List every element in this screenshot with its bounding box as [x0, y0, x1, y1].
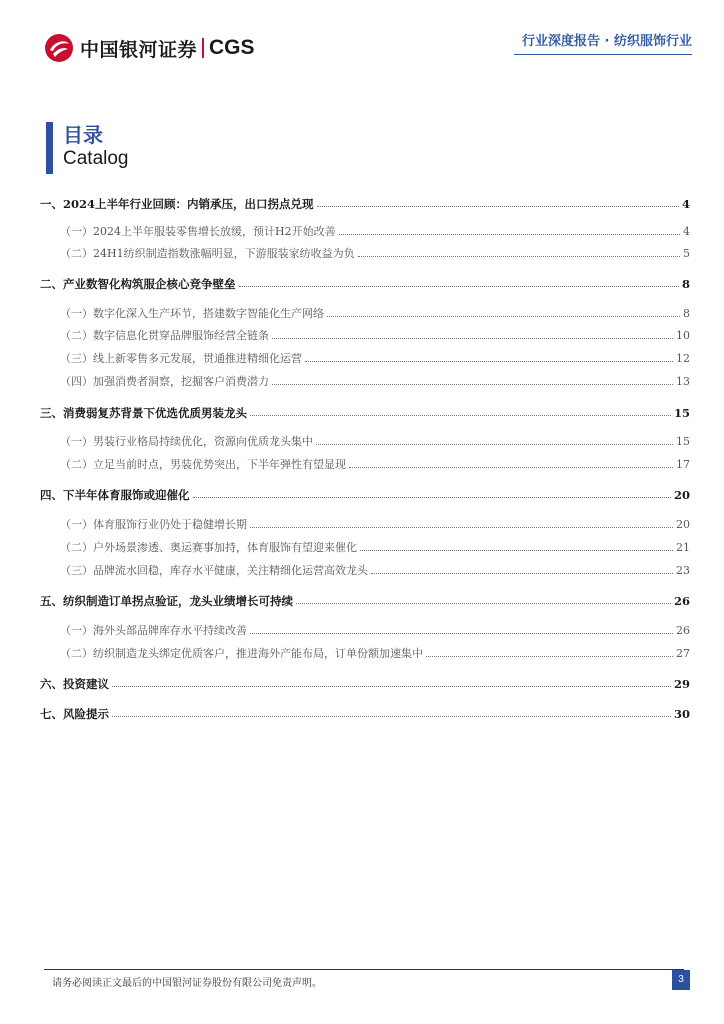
- title-accent-bar: [46, 122, 53, 174]
- toc-entry-page: 15: [673, 406, 690, 420]
- toc-entry[interactable]: [40, 221, 690, 239]
- toc-entry-page: 20: [673, 488, 690, 502]
- toc-entry-page: 12: [676, 352, 690, 365]
- logo-text-en: CGS: [209, 36, 255, 59]
- toc-entry-number: （一）: [60, 624, 93, 637]
- toc-entry-title: 加强消费者洞察，挖掘客户消费潜力: [93, 375, 269, 388]
- toc-entry-page: 17: [676, 458, 690, 471]
- page-number: 3: [672, 970, 690, 990]
- toc-leader-dots: [358, 255, 680, 257]
- toc-entry-title: 投资建议: [63, 677, 109, 691]
- toc-leader-dots: [296, 602, 671, 604]
- toc-entry-title: 品牌流水回稳，库存水平健康，关注精细化运营高效龙头: [93, 564, 368, 577]
- toc-leader-dots: [272, 337, 673, 339]
- toc-entry-title: 下半年体育服饰或迎催化: [63, 488, 190, 502]
- toc-entry[interactable]: [40, 243, 690, 261]
- toc-leader-dots: [193, 496, 671, 498]
- footer-divider: [44, 969, 684, 970]
- toc-entry-number: 三、: [40, 406, 63, 420]
- report-type-label: 行业深度报告 · 纺织服饰行业: [522, 34, 692, 49]
- company-logo: [44, 34, 255, 62]
- toc-entry-number: 六、: [40, 677, 63, 691]
- toc-entry-number: （二）: [60, 541, 93, 554]
- toc-entry-page: 15: [676, 435, 690, 448]
- toc-entry-page: 13: [676, 375, 690, 388]
- toc-entry-page: 21: [676, 541, 690, 554]
- toc-entry[interactable]: [40, 402, 690, 420]
- toc-entry-number: 七、: [40, 707, 63, 721]
- toc-leader-dots: [317, 205, 679, 207]
- toc-entry[interactable]: [40, 454, 690, 472]
- toc-entry-number: （二）: [60, 647, 93, 660]
- toc-entry[interactable]: [40, 193, 690, 211]
- toc-entry-number: 二、: [40, 277, 63, 291]
- footer-disclaimer: 请务必阅读正文最后的中国银河证券股份有限公司免责声明。: [52, 978, 322, 989]
- toc-entry[interactable]: [40, 537, 690, 555]
- toc-entry-title: 体育服饰行业仍处于稳健增长期: [93, 518, 247, 531]
- toc-entry-page: 8: [681, 277, 690, 291]
- cgs-logo-icon: [44, 33, 74, 63]
- toc-entry-title: 户外场景渗透、奥运赛事加持，体育服饰有望迎来催化: [93, 541, 357, 554]
- toc-entry-title: 纺织制造订单拐点验证，龙头业绩增长可持续: [63, 594, 293, 608]
- toc-leader-dots: [360, 549, 673, 551]
- toc-entry-title: 男装行业格局持续优化，资源向优质龙头集中: [93, 435, 313, 448]
- toc-leader-dots: [327, 315, 680, 317]
- toc-entry-title: 产业数智化构筑服企核心竞争壁垒: [63, 277, 236, 291]
- page-header: [0, 0, 724, 70]
- toc-entry-number: （三）: [60, 352, 93, 365]
- toc-entry[interactable]: [40, 348, 690, 366]
- toc-entry-page: 10: [676, 329, 690, 342]
- toc-entry[interactable]: [40, 590, 690, 608]
- toc-leader-dots: [250, 632, 673, 634]
- toc-leader-dots: [316, 443, 673, 445]
- toc-leader-dots: [112, 715, 671, 717]
- toc-entry[interactable]: [40, 371, 690, 389]
- toc-entry-page: 4: [681, 197, 690, 211]
- toc-entry-title: 2024上半年服装零售增长放缓，预计H2开始改善: [93, 225, 336, 238]
- toc-entry-page: 26: [676, 624, 690, 637]
- toc-entry-number: （一）: [60, 435, 93, 448]
- toc-entry[interactable]: [40, 273, 690, 291]
- toc-entry-number: 一、: [40, 197, 63, 211]
- toc-entry-title: 数字信息化贯穿品牌服饰经营全链条: [93, 329, 269, 342]
- toc-entry-title: 24H1纺织制造指数涨幅明显，下游服装家纺收益为负: [93, 247, 355, 260]
- toc-entry-title: 海外头部品牌库存水平持续改善: [93, 624, 247, 637]
- toc-entry-title: 风险提示: [63, 707, 109, 721]
- toc-leader-dots: [339, 233, 680, 235]
- header-divider: [514, 54, 692, 55]
- logo-separator: [202, 38, 204, 58]
- toc-entry[interactable]: [40, 325, 690, 343]
- toc-entry-number: （一）: [60, 307, 93, 320]
- toc-entry[interactable]: [40, 514, 690, 532]
- toc-entry-page: 27: [676, 647, 690, 660]
- toc-leader-dots: [272, 383, 673, 385]
- logo-text-cn: 中国银河证券: [80, 38, 198, 61]
- page-title-en: Catalog: [63, 148, 129, 169]
- toc-entry-page: 5: [683, 247, 690, 260]
- page-title-cn: 目录: [63, 123, 103, 147]
- toc-leader-dots: [250, 414, 671, 416]
- toc-entry-title: 消费弱复苏背景下优选优质男装龙头: [63, 406, 247, 420]
- toc-entry-page: 26: [673, 594, 690, 608]
- toc-entry-number: （二）: [60, 458, 93, 471]
- toc-entry-page: 8: [683, 307, 690, 320]
- toc-entry[interactable]: [40, 620, 690, 638]
- toc-entry[interactable]: [40, 484, 690, 502]
- toc-entry-number: 五、: [40, 594, 63, 608]
- toc-entry-title: 线上新零售多元发展，贯通推进精细化运营: [93, 352, 302, 365]
- toc-entry-title: 纺织制造龙头绑定优质客户，推进海外产能布局，订单份额加速集中: [93, 647, 423, 660]
- toc-entry-title: 立足当前时点，男装优势突出，下半年弹性有望显现: [93, 458, 346, 471]
- toc-entry-number: （二）: [60, 247, 93, 260]
- toc-entry[interactable]: [40, 673, 690, 691]
- toc-entry-page: 29: [673, 677, 690, 691]
- toc-entry-title: 数字化深入生产环节，搭建数字智能化生产网络: [93, 307, 324, 320]
- toc-entry-number: 四、: [40, 488, 63, 502]
- toc-entry-page: 30: [673, 707, 690, 721]
- toc-entry[interactable]: [40, 560, 690, 578]
- toc-entry-number: （四）: [60, 375, 93, 388]
- toc-leader-dots: [349, 466, 673, 468]
- toc-leader-dots: [371, 572, 673, 574]
- toc-entry-title: 2024上半年行业回顾：内销承压，出口拐点兑现: [63, 197, 314, 211]
- toc-entry-page: 20: [676, 518, 690, 531]
- toc-leader-dots: [239, 285, 679, 287]
- toc-entry-number: （二）: [60, 329, 93, 342]
- toc-entry-page: 23: [676, 564, 690, 577]
- toc-leader-dots: [250, 526, 673, 528]
- toc-entry-page: 4: [683, 225, 690, 238]
- toc-leader-dots: [112, 685, 671, 687]
- toc-entry[interactable]: [40, 431, 690, 449]
- toc-entry[interactable]: [40, 303, 690, 321]
- toc-entry[interactable]: [40, 703, 690, 721]
- toc-leader-dots: [305, 360, 673, 362]
- toc-entry[interactable]: [40, 643, 690, 661]
- toc-entry-number: （一）: [60, 225, 93, 238]
- toc-entry-number: （三）: [60, 564, 93, 577]
- toc-leader-dots: [426, 655, 673, 657]
- toc-entry-number: （一）: [60, 518, 93, 531]
